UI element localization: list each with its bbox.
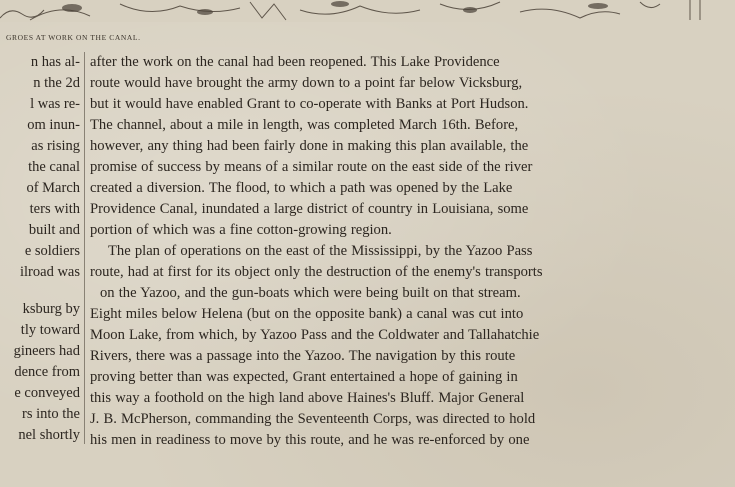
text-line: Moon Lake, from which, by Yazoo Pass and the Coldwater and Tallahatchie (90, 327, 540, 343)
main-text-column (90, 51, 690, 451)
text-line: on the Yazoo, and the gun-boats which were being built on that stream. (100, 285, 521, 301)
text-line: promise of success by means of a similar route on the east side of the river (90, 159, 533, 175)
left-fragment: om inun- (27, 117, 80, 133)
left-fragment: nel shortly (18, 427, 80, 443)
left-fragment: as rising (31, 138, 80, 154)
text-line: but it would have enabled Grant to co-operate with Banks at Port Hudson. (90, 96, 529, 112)
text-line: route, had at first for its object only the destruction of the enemy's transports (90, 264, 543, 280)
left-fragment: ilroad was (20, 264, 80, 280)
column-rule (84, 52, 85, 444)
left-fragment: rs into the (22, 406, 80, 422)
text-line: however, any thing had been fairly done in making this plan available, the (90, 138, 529, 154)
text-line: Providence Canal, inundated a large district of country in Louisiana, some (90, 201, 529, 217)
text-line: proving better than was expected, Grant entertained a hope of gaining in (90, 369, 518, 385)
text-line: The channel, about a mile in length, was completed March 16th. Before, (90, 117, 519, 133)
left-fragment: dence from (14, 364, 80, 380)
left-fragment: ksburg by (22, 301, 80, 317)
left-fragment: built and (28, 222, 80, 238)
text-line: created a diversion. The flood, to which a path was opened by the Lake (90, 180, 513, 196)
text-line: portion of which was a fine cotton-growing region. (90, 222, 392, 238)
text-line: after the work on the canal had been reopened. This Lake Providence (90, 54, 500, 70)
text-line: J. B. McPherson, commanding the Seventeenth Corps, was directed to hold (90, 411, 536, 427)
text-line: route would have brought the army down to a point far below Vicksburg, (90, 75, 523, 91)
left-fragment: the canal (28, 159, 80, 175)
left-fragment: ters with (29, 201, 80, 217)
left-fragment: n has al- (30, 54, 80, 70)
left-fragment: tly toward (20, 322, 80, 338)
left-column-fragments (0, 51, 80, 451)
text-line: The plan of operations on the east of the Mississippi, by the Yazoo Pass (108, 243, 533, 259)
text-line: his men in readiness to move by this route, and he was re-enforced by one (90, 432, 530, 448)
left-fragment: e soldiers (24, 243, 80, 259)
left-fragment: l was re- (30, 96, 80, 112)
left-fragment: of March (26, 180, 80, 196)
text-line: Eight miles below Helena (but on the opposite bank) a canal was cut into (90, 306, 524, 322)
text-line: this way a foothold on the high land above Haines's Bluff. Major General (90, 390, 525, 406)
text-line: Rivers, there was a passage into the Yazoo. The navigation by this route (90, 348, 516, 364)
left-fragment: e conveyed (14, 385, 80, 401)
left-fragment: gineers had (13, 343, 80, 359)
engraving-illustration-fragment (0, 0, 735, 22)
left-fragment: n the 2d (33, 75, 80, 91)
illustration-caption: GROES AT WORK ON THE CANAL. (6, 33, 141, 42)
